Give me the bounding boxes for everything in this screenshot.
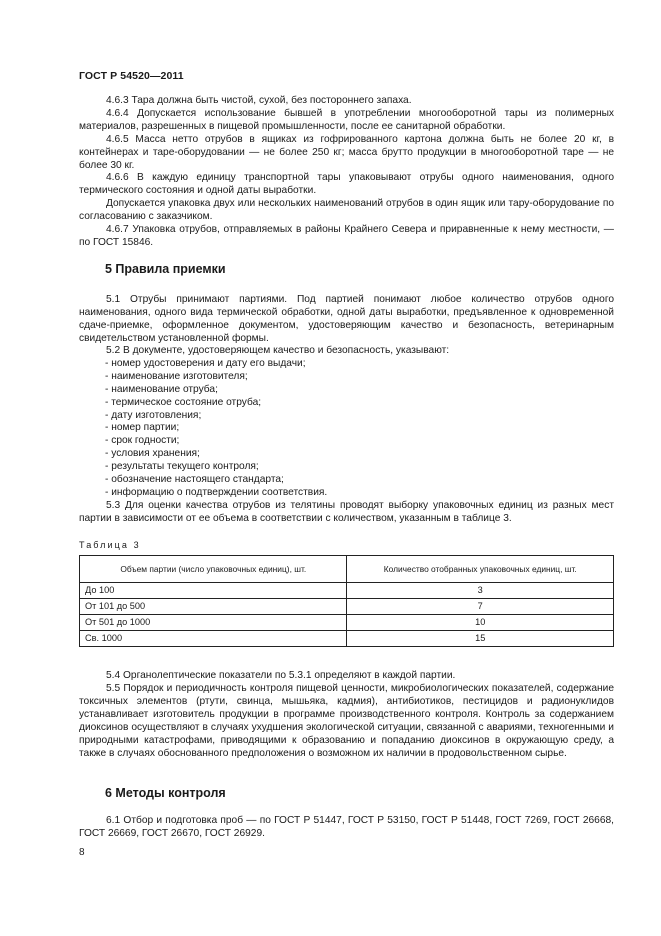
list-item: - дату изготовления; (105, 409, 202, 421)
table-header-cell: Количество отобранных упаковочных единиц, шт. (347, 556, 614, 583)
list-item: - термическое состояние отруба; (105, 396, 262, 408)
paragraph-5-2: 5.2 В документе, удостоверяющем качество и безопасность, указывают: (106, 345, 450, 356)
table-row (80, 599, 614, 615)
table-cell: 10 (347, 615, 614, 631)
paragraph-5-4: 5.4 Органолептические показатели по 5.3.1 определяют в каждой партии. (106, 670, 456, 681)
paragraph-6-1: 6.1 Отбор и подготовка проб — по ГОСТ Р 51447, ГОСТ Р 53150, ГОСТ Р 51448, ГОСТ 7269, ГОСТ 26668, ГОСТ 26669, ГОСТ 26670, ГОСТ 26929. (79, 815, 614, 839)
table-row (80, 631, 614, 647)
table-header-cell: Объем партии (число упаковочных единиц), шт. (80, 556, 347, 583)
list-item: - результаты текущего контроля; (105, 461, 259, 473)
table-row (80, 615, 614, 631)
paragraph-5-3: 5.3 Для оценки качества отрубов из телятины проводят выборку упаковочных единиц из разных мест партии в зависимости от ее объема в соответствии с количеством, указанным в таблице 3. (79, 500, 614, 524)
requirements-list (105, 358, 614, 500)
list-item: - условия хранения; (105, 448, 200, 460)
table-cell: 15 (347, 631, 614, 647)
list-item: - номер удостоверения и дату его выдачи; (105, 358, 306, 369)
section-5-title: 5 Правила приемки (105, 262, 226, 276)
list-item: - номер партии; (105, 422, 180, 434)
list-item: - наименование отруба; (105, 383, 218, 395)
table-cell: 7 (347, 599, 614, 615)
paragraph-4-6-4: 4.6.4 Допускается использование бывшей в употреблении многооборотной тары из полимерных материалов, разрешенных в пищевой промышленности, после ее санитарной обработки. (79, 108, 614, 132)
table-header-row (80, 556, 614, 583)
paragraph-4-6-6-note: Допускается упаковка двух или нескольких наименований отрубов в один ящик или тару-оборудование по согласованию с заказчиком. (79, 198, 614, 222)
paragraph-4-6-5: 4.6.5 Масса нетто отрубов в ящиках из гофрированного картона должна быть не более 20 кг, в контейнерах и таре-оборудовании — не более 250 кг; масса брутто продукции в многооборотной таре — не более 30 кг. (79, 134, 614, 171)
section-6-title: 6 Методы контроля (105, 786, 226, 800)
table-cell: От 501 до 1000 (80, 615, 347, 631)
paragraph-5-1: 5.1 Отрубы принимают партиями. Под партией понимают любое количество отрубов одного наименования, одного вида термической обработки, одной даты выработки, предъявленное к одновременной сдаче-приемке, оформленное документом, удостоверяющим качество и безопасность, ветеринарным свидетельством установленной формы. (79, 294, 614, 344)
table-cell: До 100 (80, 583, 347, 599)
page-number: 8 (79, 847, 85, 858)
paragraph-4-6-6: 4.6.6 В каждую единицу транспортной тары упаковывают отрубы одного наименования, одного термического состояния и одной даты выработки. (79, 172, 614, 196)
paragraph-4-6-3: 4.6.3 Тара должна быть чистой, сухой, без постороннего запаха. (106, 95, 412, 106)
sample-size-table (79, 555, 614, 647)
list-item: - информацию о подтверждении соответствия. (105, 486, 328, 498)
table-cell: Св. 1000 (80, 631, 347, 647)
list-item: - срок годности; (105, 435, 180, 447)
list-item: - наименование изготовителя; (105, 370, 248, 382)
paragraph-4-6-7: 4.6.7 Упаковка отрубов, отправляемых в районы Крайнего Севера и приравненные к нему местности, — по ГОСТ 15846. (79, 224, 614, 248)
document-header: ГОСТ Р 54520—2011 (79, 70, 184, 82)
table-caption: Таблица 3 (79, 540, 141, 550)
paragraph-5-5: 5.5 Порядок и периодичность контроля пищевой ценности, микробиологических показателей, содержание токсичных элементов (ртути, свинца, мышьяка, кадмия), антибиотиков, пестицидов и радионуклидов устанавливает изготовитель продукции в программе производственного контроля. Контроль за содержанием диоксинов осуществляют в случаях ухудшения экологической ситуации, связанной с авариями, техногенными и природными катастрофами, приводящими к образованию и попаданию диоксинов в окружающую среду, а также в случаях обоснованного предположения о возможном их наличии в продовольственном сырье. (79, 683, 614, 759)
table-cell: От 101 до 500 (80, 599, 347, 615)
table-cell: 3 (347, 583, 614, 599)
list-item: - обозначение настоящего стандарта; (105, 474, 284, 486)
table-row (80, 583, 614, 599)
